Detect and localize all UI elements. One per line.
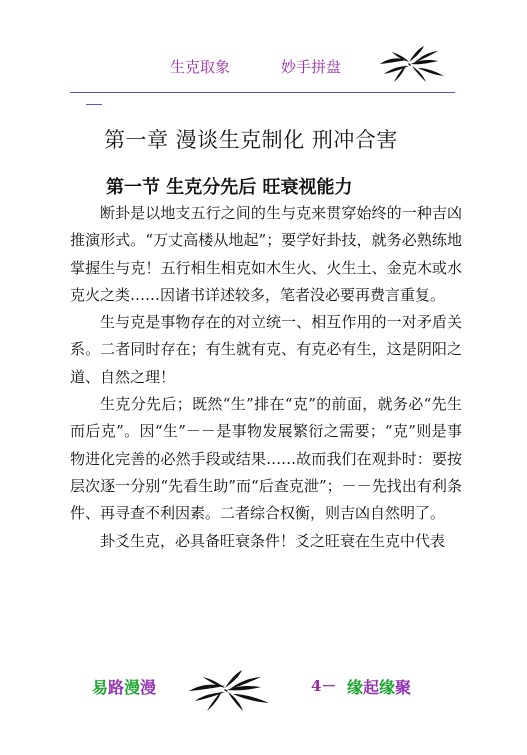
footer-left-char-3: 漫: [124, 678, 141, 697]
paragraph-1: 断卦是以地支五行之间的生与克来贯穿始终的一种吉凶推演形式。“万丈高楼从地起”；要学好卦技，就务必熟练地掌握生与克！五行相生相克如木生火、火生土、金克木或水克火之类……因诸书详述较多，笔者没必要再费言重复。: [70, 204, 462, 304]
section-title: 第一节 生克分先后 旺衰视能力: [106, 177, 353, 198]
header-left-title: 生克取象: [170, 58, 231, 76]
page-header: [0, 0, 527, 100]
paragraph-4: 卦爻生克，必具备旺衰条件！爻之旺衰在生克中代表: [100, 531, 446, 550]
chapter-title: 第一章 漫谈生克制化 刑冲合害: [104, 128, 398, 152]
footer-left-char-4: 漫: [140, 678, 157, 697]
footer-right-char-3: 缘: [379, 678, 396, 697]
header-rule: [70, 92, 455, 93]
header-right-title: 妙手拼盘: [281, 58, 342, 76]
footer-left-char-1: 易: [92, 678, 109, 697]
paragraph-3: 生克分先后；既然“生”排在“克”的前面，就务必“先生而后克”。因“生”－－是事物发展繁衍之需要；“克”则是事物进化完善的必然手段或结果……故而我们在观卦时：要按层次逐一分别“先看生助”而“后查克泄”；－－先找出有利条件、再寻查不利因素。二者综合权衡，则吉凶自然明了。: [70, 395, 462, 523]
footer-right-motto: [347, 675, 411, 698]
header-rule-tick: [86, 104, 102, 105]
footer-right-char-1: 缘: [347, 678, 364, 697]
bamboo-branch-icon: [185, 665, 275, 713]
body-text: [70, 200, 462, 555]
footer-right-char-4: 聚: [395, 678, 412, 697]
page-number: 4－: [311, 677, 337, 695]
paragraph-2: 生与克是事物存在的对立统一、相互作用的一对矛盾关系。二者同时存在；有生就有克、有克必有生，这是阴阳之道、自然之理！: [70, 313, 462, 386]
bamboo-leaves-icon: [378, 44, 448, 84]
footer-right-char-2: 起: [363, 678, 380, 697]
page-footer: [0, 665, 527, 755]
footer-left-motto: [92, 675, 156, 698]
footer-left-char-2: 路: [108, 678, 125, 697]
